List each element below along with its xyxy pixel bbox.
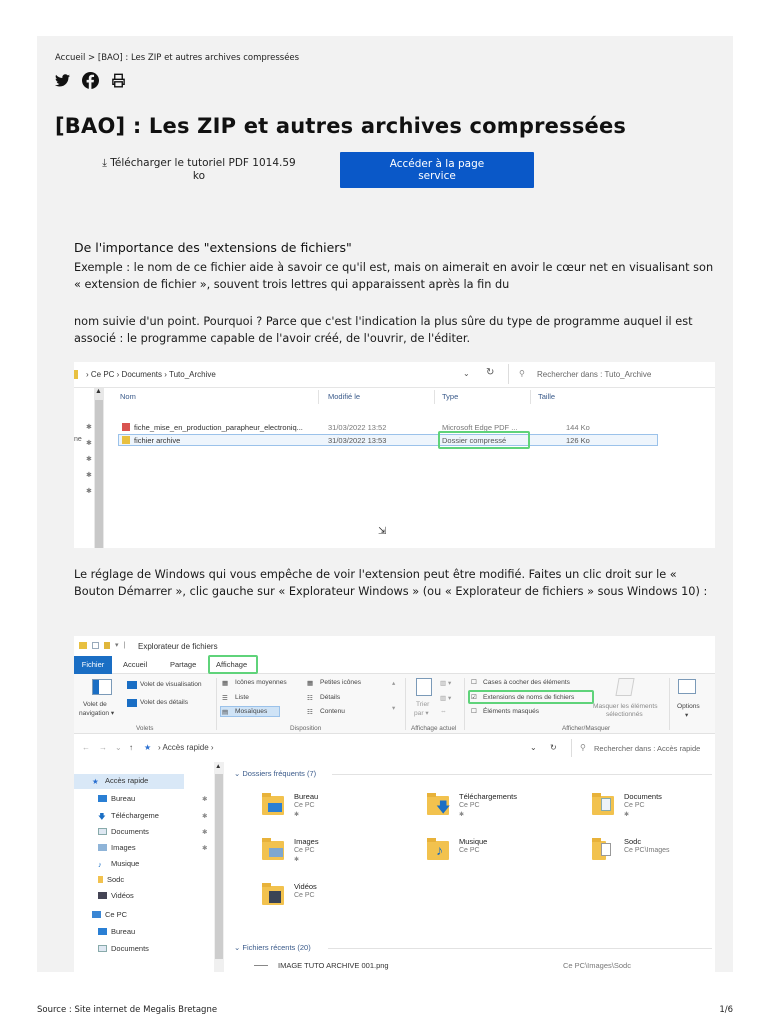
page-title: [BAO] : Les ZIP et autres archives compressées: [55, 114, 627, 138]
folder-name: Documents: [624, 792, 662, 801]
folder-icon: [79, 642, 87, 649]
pin-icon: ✱: [86, 456, 92, 463]
search-icon: ⚲: [519, 369, 525, 378]
folder-name: Images: [294, 837, 319, 846]
fit-columns-icon: ⇔: [440, 708, 447, 715]
paragraph-3: Le réglage de Windows qui vous empêche de voir l'extension peut être modifié. Faites un clic droit sur le « Bouton Démarrer », clic gauche sur « Explorateur Windows » (ou « Explorateur de fichiers » sous Windows 10) :: [74, 568, 708, 598]
options-icon: [678, 679, 696, 694]
group-divider: [669, 678, 670, 730]
details-pane-icon: [127, 699, 137, 707]
sidebar-item-label: Musique: [111, 859, 140, 868]
group-by-icon: ▥ ▾: [440, 680, 452, 687]
sidebar-scrollbar: [94, 388, 104, 548]
pin-icon: ✱: [294, 812, 300, 818]
download-arrow-icon: 🡇: [98, 812, 106, 821]
folder-icon: [262, 886, 284, 905]
folder-location: Ce PC: [624, 802, 645, 809]
share-bar: [55, 72, 126, 89]
file-extensions-label: Extensions de noms de fichiers: [483, 694, 575, 701]
quick-access-toolbar: [79, 641, 125, 649]
search-placeholder: Rechercher dans : Accès rapide: [594, 744, 701, 753]
pin-icon: ✱: [294, 857, 300, 863]
pin-icon: ✱: [202, 796, 208, 803]
up-arrow-icon: ↑: [129, 743, 133, 752]
group-divider: [405, 678, 406, 730]
explorer-content: [232, 764, 715, 972]
pin-icon: ✱: [86, 488, 92, 495]
file-modified: 31/03/2022 13:53: [328, 436, 387, 445]
column-header-size: Taille: [538, 392, 556, 401]
group-volets: Volets: [136, 725, 154, 732]
download-icon: ⤓: [102, 157, 107, 169]
checkbox-icon: ☐: [471, 708, 477, 715]
options-label: Options: [677, 703, 700, 710]
recent-file-name: IMAGE TUTO ARCHIVE 001.png: [278, 961, 389, 970]
sidebar-item-quick-access: [92, 776, 148, 785]
pin-icon: ✱: [202, 845, 208, 852]
sidebar-item-videos: [98, 891, 134, 900]
sidebar-item-label: Documents: [111, 827, 149, 836]
pin-icon: ✱: [86, 424, 92, 431]
file-size: 126 Ko: [566, 436, 590, 445]
paragraph-1: Exemple : le nom de ce fichier aide à savoir ce qu'il est, mais on aimerait en avoir le cœur net en visualisant son « extension de fichier », souvent trois lettres qui apparaissent après la fin du: [74, 261, 714, 291]
folder-location: Ce PC\Images: [624, 847, 670, 854]
print-icon[interactable]: [111, 73, 126, 88]
pin-icon: ✱: [202, 813, 208, 820]
address-path: › Accès rapide ›: [158, 743, 214, 752]
details-pane-label: Volet des détails: [140, 699, 189, 706]
column-header-modified: Modifié le: [328, 392, 361, 401]
small-icons-icon: ▦: [307, 680, 314, 687]
chevron-down-icon: ▾: [115, 642, 119, 649]
hide-selected-icon: [615, 678, 634, 696]
search-placeholder: Rechercher dans : Tuto_Archive: [537, 370, 652, 379]
window-title: Explorateur de fichiers: [138, 642, 218, 651]
tab-accueil: Accueil: [123, 660, 148, 669]
documents-icon: [98, 828, 107, 835]
preview-pane-icon: [127, 681, 137, 689]
column-separator: [530, 390, 531, 404]
sidebar-item-music: [98, 859, 139, 868]
folder-icon: [98, 876, 103, 883]
download-size-unit: ko: [192, 170, 206, 182]
pin-icon: ✱: [624, 812, 630, 818]
sidebar-item-bureau: [98, 794, 135, 803]
twitter-icon[interactable]: [55, 74, 70, 87]
content-view-label: Contenu: [320, 708, 345, 715]
facebook-icon[interactable]: [82, 72, 99, 89]
tab-partage: Partage: [170, 660, 197, 669]
navigation-pane-label-2: navigation ▾: [79, 710, 115, 717]
folder-location: Ce PC: [459, 847, 480, 854]
tab-fichier: Fichier: [74, 656, 112, 674]
desktop-icon: [98, 795, 107, 802]
file-name: fichier archive: [134, 436, 181, 445]
list-icon: ☰: [222, 695, 228, 702]
recent-locations-icon: ⌄: [115, 743, 122, 752]
refresh-icon: ↻: [486, 367, 495, 378]
group-afficher-masquer: Afficher/Masquer: [562, 725, 611, 732]
mouse-cursor-icon: ⇲: [378, 526, 387, 537]
window-titlebar: [74, 636, 715, 655]
folder-icon: 🡇: [427, 796, 449, 815]
new-folder-icon: [104, 642, 110, 649]
sidebar-scrollbar: [214, 762, 224, 972]
sidebar-item-label: Téléchargeme: [111, 811, 159, 820]
sidebar-item-label: Vidéos: [111, 891, 134, 900]
folder-location: Ce PC: [294, 802, 315, 809]
group-divider: [216, 678, 217, 730]
column-header-name: Nom: [120, 392, 136, 401]
options-caret: ▾: [685, 712, 689, 719]
scroll-up-icon: ▴: [392, 680, 396, 687]
sidebar-item-downloads: [98, 811, 159, 820]
sidebar-item-this-pc: [92, 910, 127, 919]
desktop-icon: [98, 928, 107, 935]
details-view-label: Détails: [320, 694, 341, 701]
table-row-selected: [118, 434, 658, 446]
screenshot-file-listing: [74, 362, 715, 548]
navigation-pane-label: Volet de: [83, 701, 107, 708]
scroll-up-icon: ▲: [215, 763, 222, 770]
sidebar-item-label: Ce PC: [105, 910, 128, 919]
section-divider: [332, 774, 712, 775]
pin-icon: ✱: [202, 829, 208, 836]
sidebar-item-label: Bureau: [111, 927, 136, 936]
page-number: 1/6: [719, 1005, 733, 1015]
sort-label: Trier: [416, 701, 430, 708]
checkbox-checked-icon: ☑: [471, 694, 477, 701]
file-type: Microsoft Edge PDF ...: [442, 423, 518, 432]
footer-source: Source : Site internet de Megalis Bretagne: [37, 1005, 218, 1015]
section-label: Fichiers récents (20): [242, 943, 311, 952]
folder-name: Vidéos: [294, 882, 317, 891]
medium-icons-icon: ▦: [222, 680, 229, 687]
tab-affichage: Affichage: [216, 660, 248, 669]
sidebar-item-sodc: [98, 875, 124, 884]
ribbon-tabs: [74, 656, 715, 674]
sidebar-item-pc-bureau: [98, 927, 135, 936]
folder-location: Ce PC: [459, 802, 480, 809]
section-divider: [328, 948, 712, 949]
details-view-icon: ☷: [307, 695, 313, 702]
file-size: 144 Ko: [566, 423, 590, 432]
documents-icon: [98, 945, 107, 952]
group-disposition: Disposition: [290, 725, 322, 732]
download-pdf-link[interactable]: [87, 157, 311, 183]
hidden-items-label: Éléments masqués: [483, 708, 540, 715]
type-highlight-box: [438, 431, 530, 449]
content-view-icon: ☷: [307, 709, 313, 716]
preview-pane-label: Volet de visualisation: [140, 681, 202, 688]
checkbox-icon: ☐: [471, 679, 477, 686]
folder-location: Ce PC: [294, 892, 315, 899]
hide-selected-label: Masquer les éléments: [593, 703, 658, 710]
tiles-icon: ▤: [222, 709, 229, 716]
folder-icon: [262, 841, 284, 860]
column-header-type: Type: [442, 392, 459, 401]
recent-files-header: ⌄ Fichiers récents (20): [234, 943, 311, 952]
scrollbar-thumb: [215, 774, 223, 959]
scroll-up-icon: ▲: [95, 388, 102, 395]
group-affichage-actuel: Affichage actuel: [411, 725, 457, 732]
breadcrumb[interactable]: Accueil > [BAO] : Les ZIP et autres archives compressées: [55, 53, 300, 63]
ribbon-panel: [74, 674, 715, 734]
sidebar-item-label: Sodc: [107, 875, 125, 884]
navigation-bar: [74, 737, 715, 759]
chevron-down-icon: ⌄: [530, 743, 537, 752]
sidebar-item-pc-documents: [98, 944, 149, 953]
pinned-items: [74, 420, 92, 500]
pdf-file-icon: [122, 423, 130, 431]
add-columns-icon: ▥ ▾: [440, 695, 452, 702]
medium-icons-label: Icônes moyennes: [235, 679, 287, 686]
recent-file-path: Ce PC\Images\Sodc: [563, 961, 631, 970]
folder-name: Téléchargements: [459, 792, 517, 801]
group-divider: [464, 678, 465, 730]
section-label: Dossiers fréquents (7): [242, 769, 317, 778]
frequent-folders-header: ⌄ Dossiers fréquents (7): [234, 769, 317, 778]
explorer-sidebar: [74, 764, 224, 972]
videos-icon: [98, 892, 107, 899]
screenshot-explorer-ribbon: [74, 636, 715, 972]
list-label: Liste: [235, 694, 249, 701]
sidebar-item-label: Images: [111, 843, 136, 852]
navigation-pane-icon: [92, 679, 112, 695]
small-icons-label: Petites icônes: [320, 679, 362, 686]
address-path: › Ce PC › Documents › Tuto_Archive: [86, 370, 216, 379]
sort-label-2: par ▾: [414, 710, 429, 717]
folder-icon: [262, 796, 284, 815]
folder-icon: [592, 796, 614, 815]
sidebar-item-images: [98, 843, 136, 852]
sidebar-item-label: Documents: [111, 944, 149, 953]
table-row: [118, 422, 658, 434]
music-icon: ♪: [98, 860, 102, 869]
folder-location: Ce PC: [294, 847, 315, 854]
pin-icon: ✱: [86, 440, 92, 447]
tiles-label: Mosaïques: [235, 708, 268, 715]
folder-icon: [74, 370, 78, 379]
toolbar-divider: |: [123, 641, 126, 649]
paragraph-2: nom suivie d'un point. Pourquoi ? Parce que c'est l'indication la plus sûre du type de programme auquel il est associé : le programme capable de l'avoir créé, de l'ouvrir, de l'éditer.: [74, 315, 693, 345]
folder-icon: ♪: [427, 841, 449, 860]
chevron-down-icon: ⌄: [463, 369, 470, 378]
pin-icon: ✱: [86, 472, 92, 479]
star-icon: ★: [92, 777, 99, 786]
folder-icon: [592, 841, 606, 860]
zip-folder-icon: [122, 436, 130, 444]
item-checkboxes-label: Cases à cocher des éléments: [483, 679, 570, 686]
column-separator: [434, 390, 435, 404]
search-icon: ⚲: [580, 743, 586, 752]
file-name: fiche_mise_en_production_parapheur_electroniq...: [134, 423, 303, 432]
section-heading: De l'importance des "extensions de fichiers": [74, 240, 352, 255]
sidebar-item-label: Bureau: [111, 794, 136, 803]
download-label: Télécharger le tutoriel PDF 1014.59: [110, 157, 296, 169]
article-panel: [37, 36, 733, 972]
search-box: [508, 364, 713, 384]
properties-icon: [92, 642, 99, 649]
pin-icon: ✱: [459, 812, 465, 818]
sidebar-item-label: Accès rapide: [105, 776, 149, 785]
sidebar-item-documents: [98, 827, 149, 836]
refresh-icon: ↻: [550, 743, 557, 752]
tab-highlight-box: [208, 655, 258, 674]
hide-selected-label-2: sélectionnés: [606, 711, 643, 718]
extensions-highlight-box: [468, 690, 594, 704]
forward-arrow-icon: →: [99, 743, 107, 752]
image-file-icon: [254, 965, 268, 966]
images-icon: [98, 844, 107, 851]
service-page-button[interactable]: Accéder à la page service: [340, 152, 534, 188]
scrollbar-thumb: [95, 400, 103, 548]
file-type: Dossier compressé: [442, 436, 507, 445]
expand-more-icon: ▾: [392, 705, 396, 712]
search-box: [571, 739, 715, 757]
back-arrow-icon: ←: [82, 743, 90, 752]
folder-name: Musique: [459, 837, 488, 846]
folder-name: Sodc: [624, 837, 642, 846]
file-modified: 31/03/2022 13:52: [328, 423, 387, 432]
folder-name: Bureau: [294, 792, 319, 801]
column-separator: [318, 390, 319, 404]
truncated-sidebar-label: ne: [74, 436, 82, 443]
address-bar: [74, 362, 715, 388]
sort-icon: [416, 678, 432, 696]
computer-icon: [92, 911, 101, 918]
star-icon: ★: [144, 743, 152, 752]
